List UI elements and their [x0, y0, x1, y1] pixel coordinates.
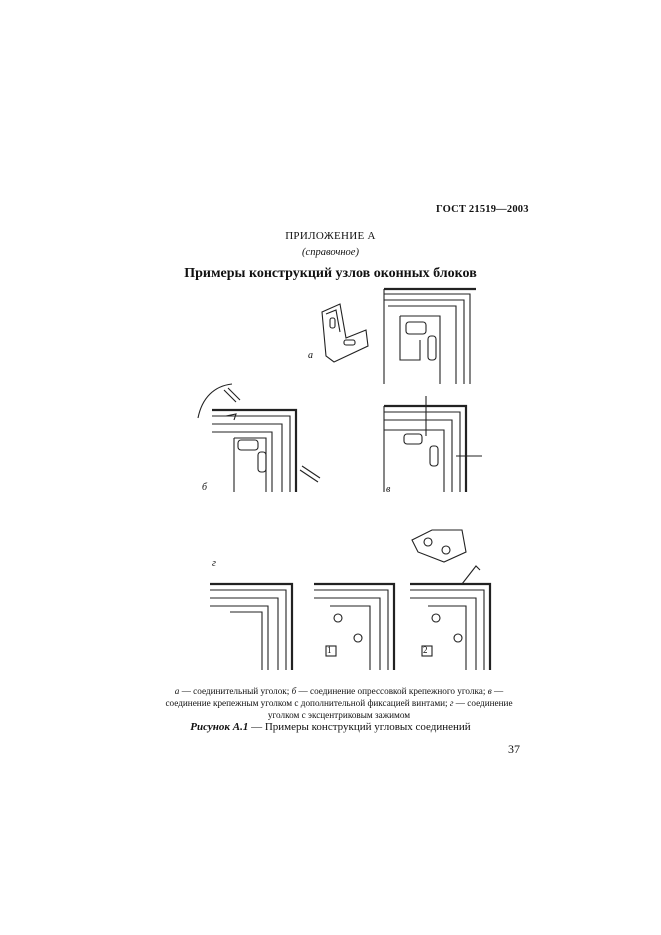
label-a: а [308, 350, 313, 361]
drawing-g-corner-1 [210, 584, 292, 670]
drawing-b-corner [198, 384, 320, 492]
drawing-a-corner [384, 289, 476, 384]
figure-caption: Рисунок А.1 — Примеры конструкций угловых соединений [190, 721, 471, 733]
appendix-heading: Примеры конструкций узлов оконных блоков [184, 266, 477, 281]
drawing-g-corner-2 [314, 584, 394, 670]
marker-two: 2 [423, 645, 428, 655]
label-g: г [212, 558, 216, 569]
label-b: б [202, 482, 208, 493]
figure-legend: а — соединительный уголок; б — соединение опрессовкой крепежного уголка; в — соединение крепежным уголком с дополнительной фиксацией винтами; г — соединение уголком с эксцентриковым зажимом [165, 686, 513, 720]
label-v: в [386, 484, 391, 495]
drawing-a-connector [322, 304, 368, 362]
standard-number: ГОСТ 21519—2003 [436, 204, 529, 215]
page-number: 37 [508, 742, 520, 756]
drawing-g-eccentric [412, 530, 480, 584]
drawing-v-corner [384, 396, 482, 492]
drawing-g-corner-3 [410, 584, 490, 670]
appendix-title: ПРИЛОЖЕНИЕ А [285, 230, 376, 242]
appendix-status: (справочное) [302, 247, 359, 258]
marker-one: 1 [327, 645, 332, 655]
